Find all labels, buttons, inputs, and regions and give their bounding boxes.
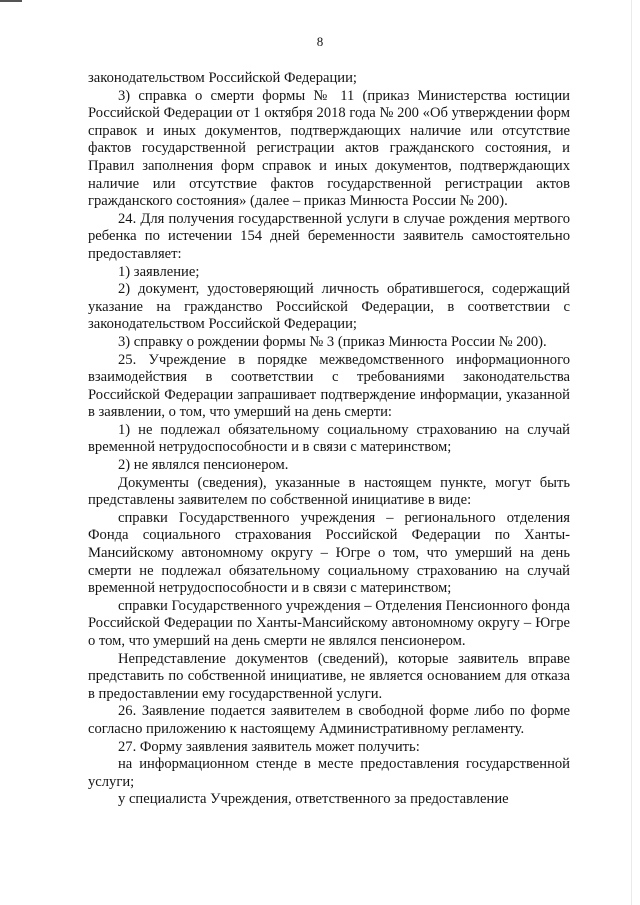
paragraph: 2) документ, удостоверяющий личность обратившегося, содержащий указание на гражданство Российской Федерации, в соответствии с законодательством Российской Федерации; [88,281,570,333]
paragraph: 25. Учреждение в порядке межведомственного информационного взаимодействия в соответствии с требованиями законодательства Российской Федерации запрашивает подтверждение информации, указанной в заявлении, о том, что умерший на день смерти: [88,351,570,421]
paragraph: 1) не подлежал обязательному социальному страхованию на случай временной нетрудоспособности и в связи с материнством; [88,421,570,456]
paragraph: на информационном стенде в месте предоставления государственной услуги; [88,756,570,790]
paragraph: справки Государственного учреждения – Отделения Пенсионного фонда Российской Федерации по Ханты-Мансийскому автономному округу – Югре о том, что умерший на день смерти не являлся пенсионером. [88,597,570,649]
paragraph: 24. Для получения государственной услуги в случае рождения мертвого ребенка по истечении 154 дней беременности заявитель самостоятельно предоставляет: [88,210,570,262]
paragraph: 3) справка о смерти формы № 11 (приказ Министерства юстиции Российской Федерации от 1 октября 2018 года № 200 «Об утверждении форм справок и иных документов, подтверждающих наличие или отсутствие фактов государственной регистрации актов гражданского состояния, и Правил заполнения форм справок и иных документов, подтверждающих наличие или отсутствие фактов государственной регистрации актов гражданского состояния» (далее – приказ Минюста России № 200). [88,87,570,210]
paragraph: Документы (сведения), указанные в настоящем пункте, могут быть представлены заявителем по собственной инициативе в виде: [88,474,570,509]
paragraph: 2) не являлся пенсионером. [118,457,289,474]
paragraph: справки Государственного учреждения – регионального отделения Фонда социального страхования Российской Федерации по Ханты-Мансийскому автономному округу – Югре о том, что умерший на день смерти не подлежал обязательному социальному страхованию на случай временной нетрудоспособности и в связи с материнством; [88,509,570,597]
paragraph: 26. Заявление подается заявителем в свободной форме либо по форме согласно приложению к настоящему Административному регламенту. [88,703,570,737]
scan-margin-line [631,0,632,905]
page-number: 8 [316,34,324,49]
paragraph: у специалиста Учреждения, ответственного за предоставление [118,791,509,808]
paragraph: 27. Форму заявления заявитель может получить: [118,738,420,755]
paragraph: 3) справку о рождении формы № 3 (приказ Минюста России № 200). [118,333,547,350]
paragraph: Непредставление документов (сведений), которые заявитель вправе представить по собственной инициативе, не является основанием для отказа в предоставлении ему государственной услуги. [88,650,570,702]
paragraph: законодательством Российской Федерации; [88,70,357,86]
document-body [88,70,570,809]
scan-edge-mark [0,0,22,2]
paragraph: 1) заявление; [118,263,200,280]
